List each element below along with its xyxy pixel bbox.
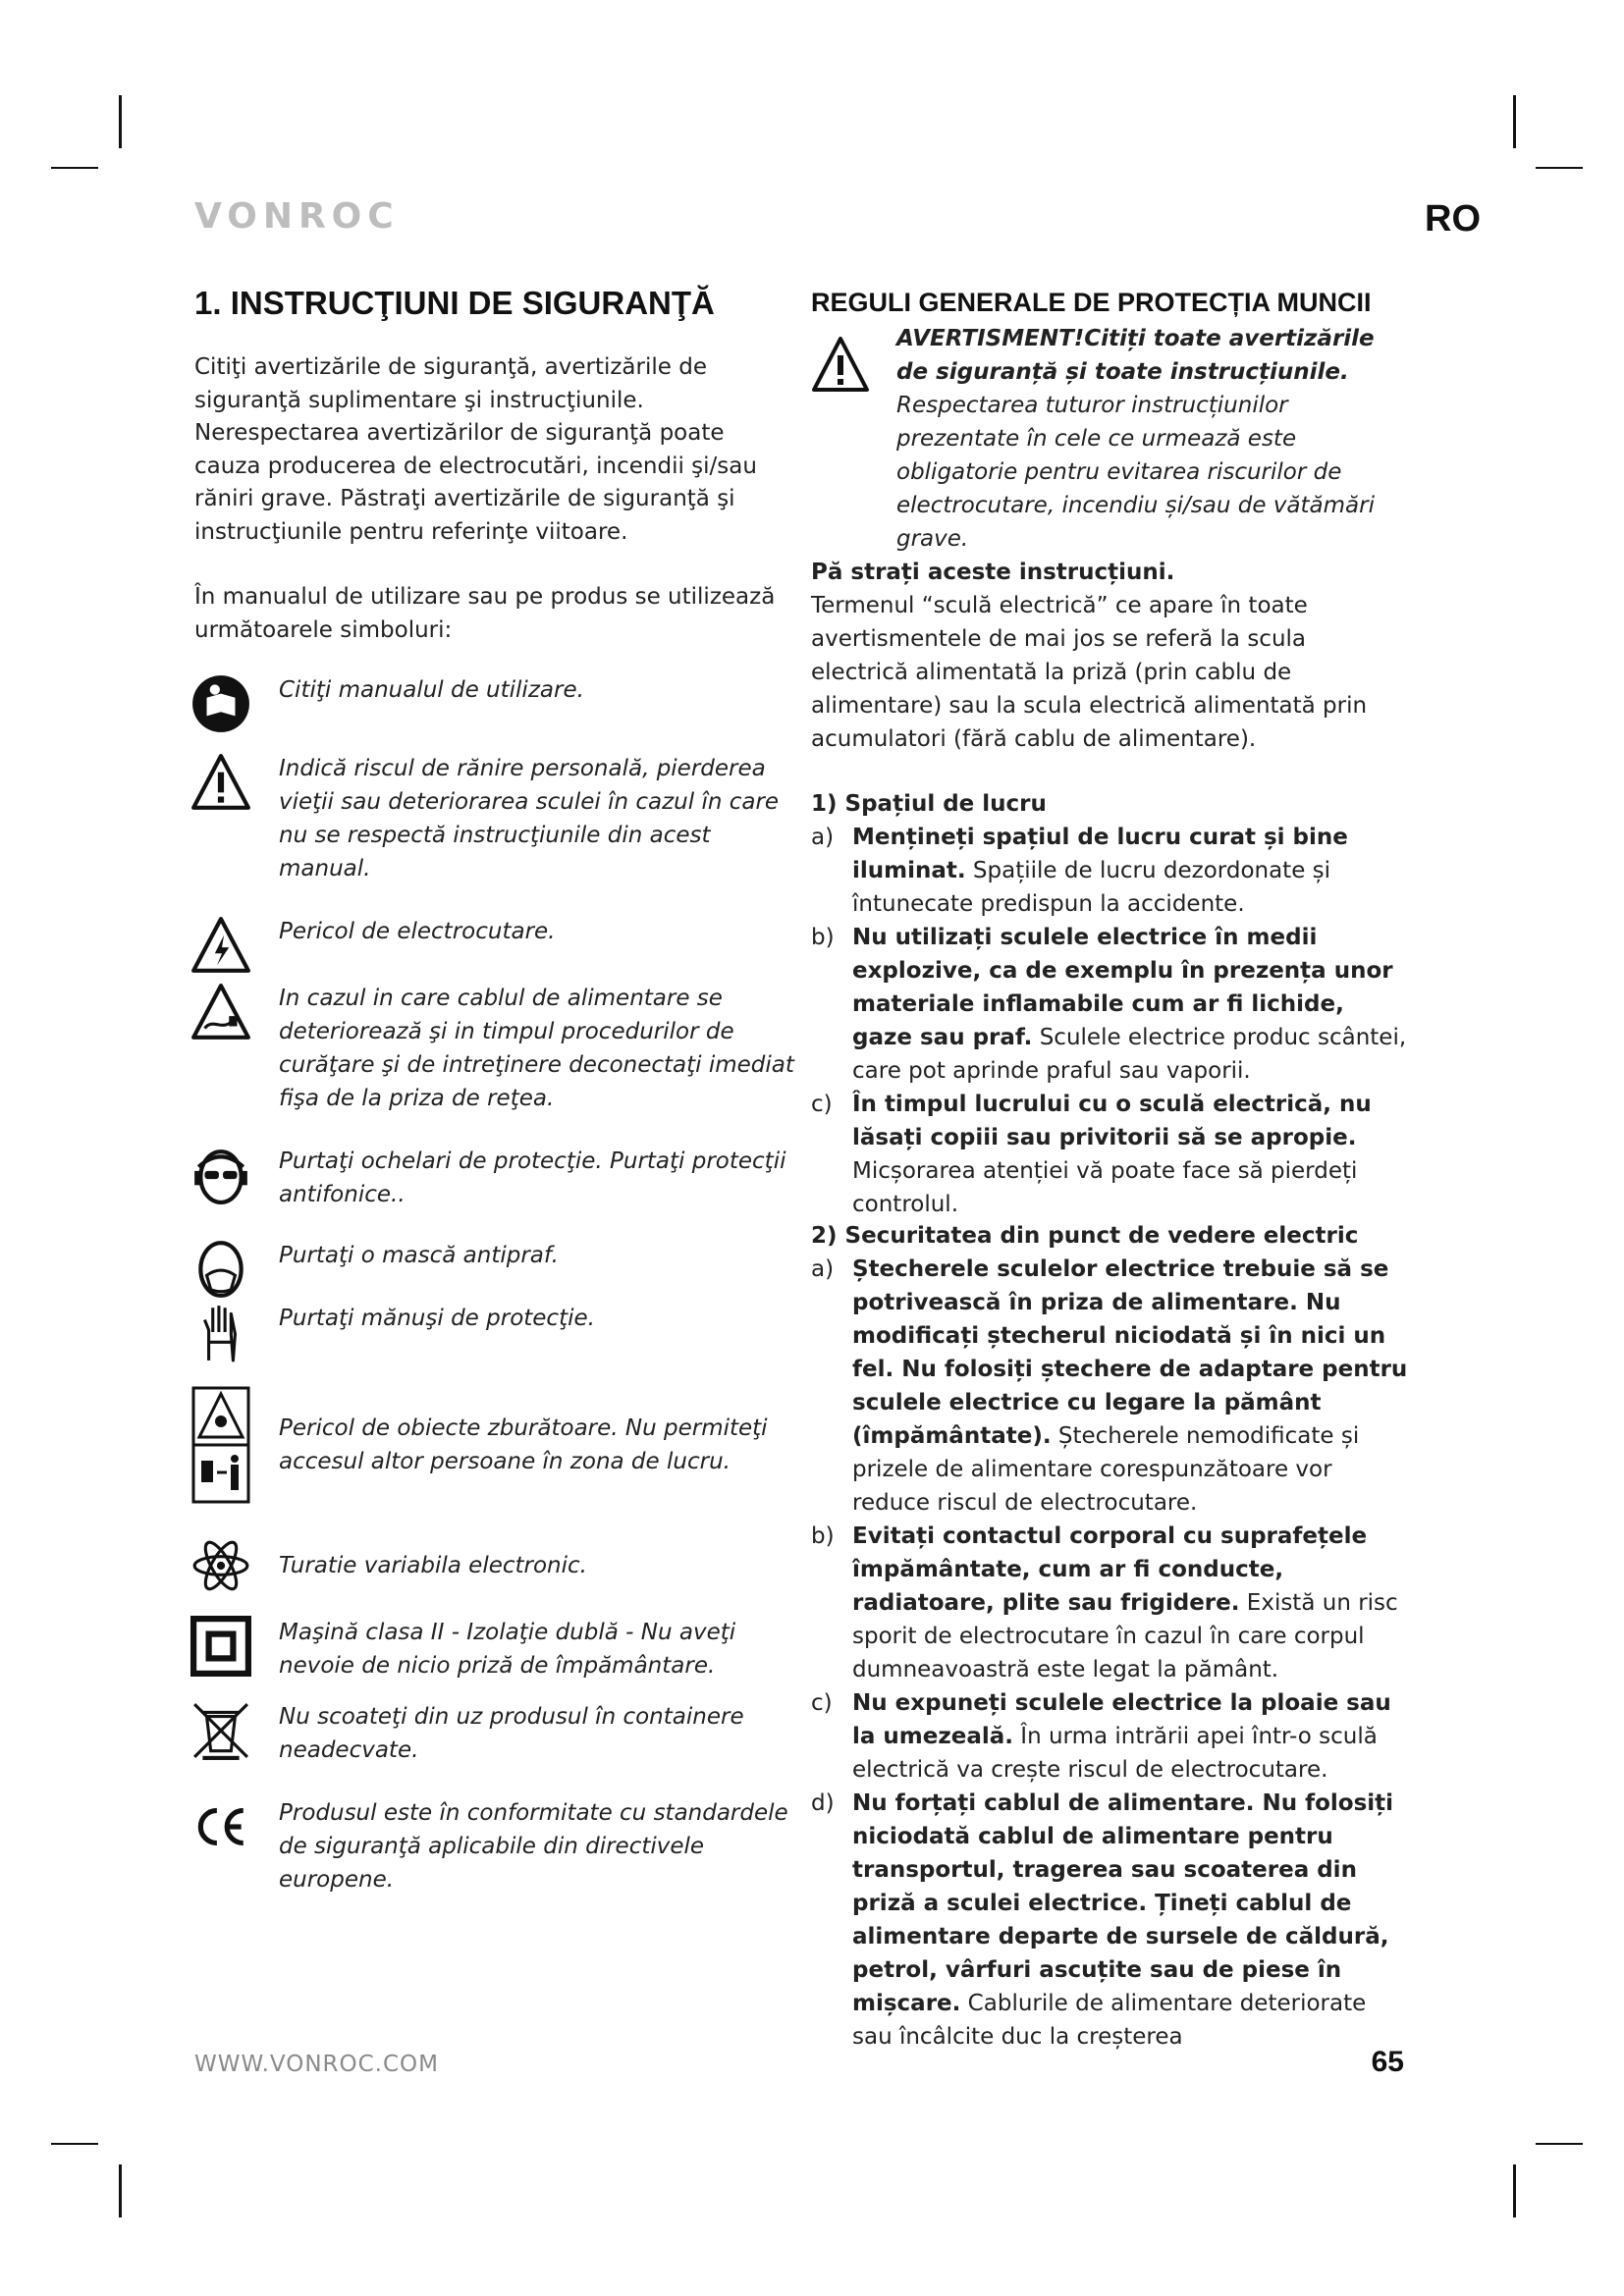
crop-mark xyxy=(119,2164,122,2217)
symbol-text: Indică riscul de rănire personală, pierderea vieţii sau deteriorarea sculei în cazul în care nu se respectă instrucţiunile din acest manual. xyxy=(279,756,780,881)
warning-text xyxy=(896,322,1407,556)
keep-text: Termenul “sculă electrică” ce apare în toate avertismentele de mai jos se referă la scula electrică alimentată la priză (prin cablu de alimentare) sau la scula electrică alimentată prin acumulatori (fără cablu de alimentare). xyxy=(811,593,1368,752)
item-bold: Mențineți spațiul de lucru curat și bine iluminat. xyxy=(852,825,1348,883)
intro-paragraph: Citiţi avertizările de siguranţă, avertizările de siguranţă suplimentare şi instrucţiunile. Nerespectarea avertizărilor de siguranţă poate cauza producerea de electrocutări, incendii şi/sau răniri grave. Păstraţi avertizările de siguranţă şi instrucţiunile pentru referinţe viitoare. xyxy=(194,354,757,545)
keep-block xyxy=(811,556,1410,756)
symbol-text: Pericol de obiecte zburătoare. Nu permiteţi accesul altor persoane în zona de lucru. xyxy=(279,1415,768,1474)
item-bold: Nu utilizați sculele electrice în medii explozive, ca de exemplu în prezența unor materiale inflamabile cum ar fi lichide, gaze sau praf. xyxy=(852,925,1393,1050)
symbol-text: Purtaţi mănuşi de protecţie. xyxy=(279,1306,595,1331)
ce-mark-icon xyxy=(190,1796,251,1857)
symbol-text: Purtaţi o mască antipraf. xyxy=(279,1243,559,1268)
symbol-text: Maşină clasa II - Izolaţie dublă - Nu aveţi nevoie de nicio priză de împământare. xyxy=(279,1620,736,1679)
damaged-cable-icon xyxy=(190,982,251,1042)
section-heading: 2) Securitatea din punct de vedere electric xyxy=(811,1223,1359,1249)
list-item xyxy=(811,1088,1410,1221)
section-heading: 1) Spațiul de lucru xyxy=(811,791,1047,817)
footer-url: WWW.VONROC.COM xyxy=(194,2052,439,2077)
symbol-text: Pericol de electrocutare. xyxy=(279,919,556,944)
item-label: b) xyxy=(811,1523,835,1549)
read-manual-icon xyxy=(190,673,251,734)
list-item xyxy=(811,1787,1410,2054)
crop-mark xyxy=(1536,167,1583,169)
keep-title: Pă strați aceste instrucțiuni. xyxy=(811,560,1175,585)
item-label: a) xyxy=(811,1256,835,1282)
page-number: 65 xyxy=(1371,2046,1404,2078)
list-item xyxy=(811,821,1410,921)
item-text: În urma intrării apei într-o sculă electrică va crește riscul de electrocutare. xyxy=(852,1724,1378,1783)
item-bold: Evitați contactul corporal cu suprafețele împământate, cum ar fi conducte, radiatoare, plite sau frigidere. xyxy=(852,1523,1368,1616)
crop-mark xyxy=(51,167,98,169)
flying-objects-icon xyxy=(190,1386,251,1504)
crop-mark xyxy=(1513,2164,1516,2217)
electric-shock-icon xyxy=(190,915,251,976)
item-text: Spațiile de lucru dezordonate și întunecate predispun la accidente. xyxy=(852,858,1331,917)
crop-mark xyxy=(1513,95,1516,148)
crop-mark xyxy=(119,95,122,148)
class-ii-icon xyxy=(190,1616,251,1677)
warning-icon xyxy=(811,336,870,393)
symbol-text: Produsul este în conformitate cu standardele de siguranţă aplicabile din directivele europene. xyxy=(279,1800,788,1893)
language-code: RO xyxy=(1425,198,1481,240)
item-bold: Nu expuneți sculele electrice la ploaie sau la umezeală. xyxy=(852,1690,1391,1749)
crop-mark xyxy=(51,2143,98,2145)
warning-bold: AVERTISMENT!Citiți toate avertizările de siguranță și toate instrucțiunile. xyxy=(896,326,1375,385)
item-bold: În timpul lucrului cu o sculă electrică, nu lăsați copiii sau privitorii să se apropie. xyxy=(852,1092,1372,1150)
electronic-speed-icon xyxy=(190,1535,251,1596)
rules-title: REGULI GENERALE DE PROTECȚIA MUNCII xyxy=(811,288,1372,317)
brand-logo: VONROC xyxy=(194,196,400,237)
left-intro xyxy=(194,351,784,679)
list-item xyxy=(811,1253,1410,1520)
symbols-intro: În manualul de utilizare sau pe produs se utilizează următoarele simboluri: xyxy=(194,584,776,643)
warning-icon xyxy=(190,752,251,813)
item-text: Sculele electrice produc scântei, care pot aprinde praful sau vaporii. xyxy=(852,1025,1407,1084)
symbol-text: Purtaţi ochelari de protecţie. Purtaţi protecţii antifonice.. xyxy=(279,1148,786,1207)
item-text: Cablurile de alimentare deteriorate sau încâlcite duc la creșterea xyxy=(852,1991,1367,2050)
weee-bin-icon xyxy=(190,1700,251,1761)
symbol-text: Citiţi manualul de utilizare. xyxy=(279,677,584,703)
section-2 xyxy=(811,1219,1410,2054)
dust-mask-icon xyxy=(190,1239,251,1300)
list-item xyxy=(811,1686,1410,1787)
item-text: Există un risc sporit de electrocutare în cazul în care corpul dumneavoastră este legat la pământ. xyxy=(852,1590,1398,1682)
section-1 xyxy=(811,787,1410,1221)
goggles-ear-protection-icon xyxy=(190,1145,251,1205)
gloves-icon xyxy=(190,1302,251,1362)
section-title: 1. INSTRUCŢIUNI DE SIGURANŢĂ xyxy=(194,285,715,321)
item-bold: Nu forțați cablul de alimentare. Nu folosiți niciodată cablul de alimentare pentru transportul, tragerea sau scoaterea din priză a sculei electrice. Țineți cablul de alimentare departe de sursele de căldură, petrol, vârfuri ascuțite sau de piese în mișcare. xyxy=(852,1790,1394,2016)
item-label: c) xyxy=(811,1092,833,1117)
item-label: d) xyxy=(811,1790,835,1816)
item-bold: Ștecherele sculelor electrice trebuie să se potrivească în priza de alimentare. Nu modificați ștecherul niciodată și în nici un fel. Nu folosiți ștechere de adaptare pentru sculele electrice cu legare la pământ (împământate). xyxy=(852,1256,1408,1449)
crop-mark xyxy=(1536,2143,1583,2145)
symbol-text: Nu scoateţi din uz produsul în containere neadecvate. xyxy=(279,1704,744,1763)
symbol-text: Turatie variabila electronic. xyxy=(279,1553,587,1578)
warning-rest: Respectarea tuturor instrucțiunilor prezentate în cele ce urmează este obligatorie pentru evitarea riscurilor de electrocutare, incendiu și/sau de vătămări grave. xyxy=(896,393,1375,552)
item-label: b) xyxy=(811,925,835,950)
item-text: Ștecherele nemodificate și prizele de alimentare corespunzătoare vor reduce riscul de electrocutare. xyxy=(852,1423,1360,1516)
item-label: c) xyxy=(811,1690,833,1716)
item-text: Micșorarea atenției vă poate face să pierdeți controlul. xyxy=(852,1158,1358,1217)
symbol-text: In cazul in care cablul de alimentare se deteriorează şi in timpul procedurilor de curăţare şi de intreţinere deconectaţi imediat fişa de la priza de reţea. xyxy=(279,986,794,1111)
list-item xyxy=(811,1520,1410,1686)
list-item xyxy=(811,921,1410,1088)
item-label: a) xyxy=(811,825,835,850)
